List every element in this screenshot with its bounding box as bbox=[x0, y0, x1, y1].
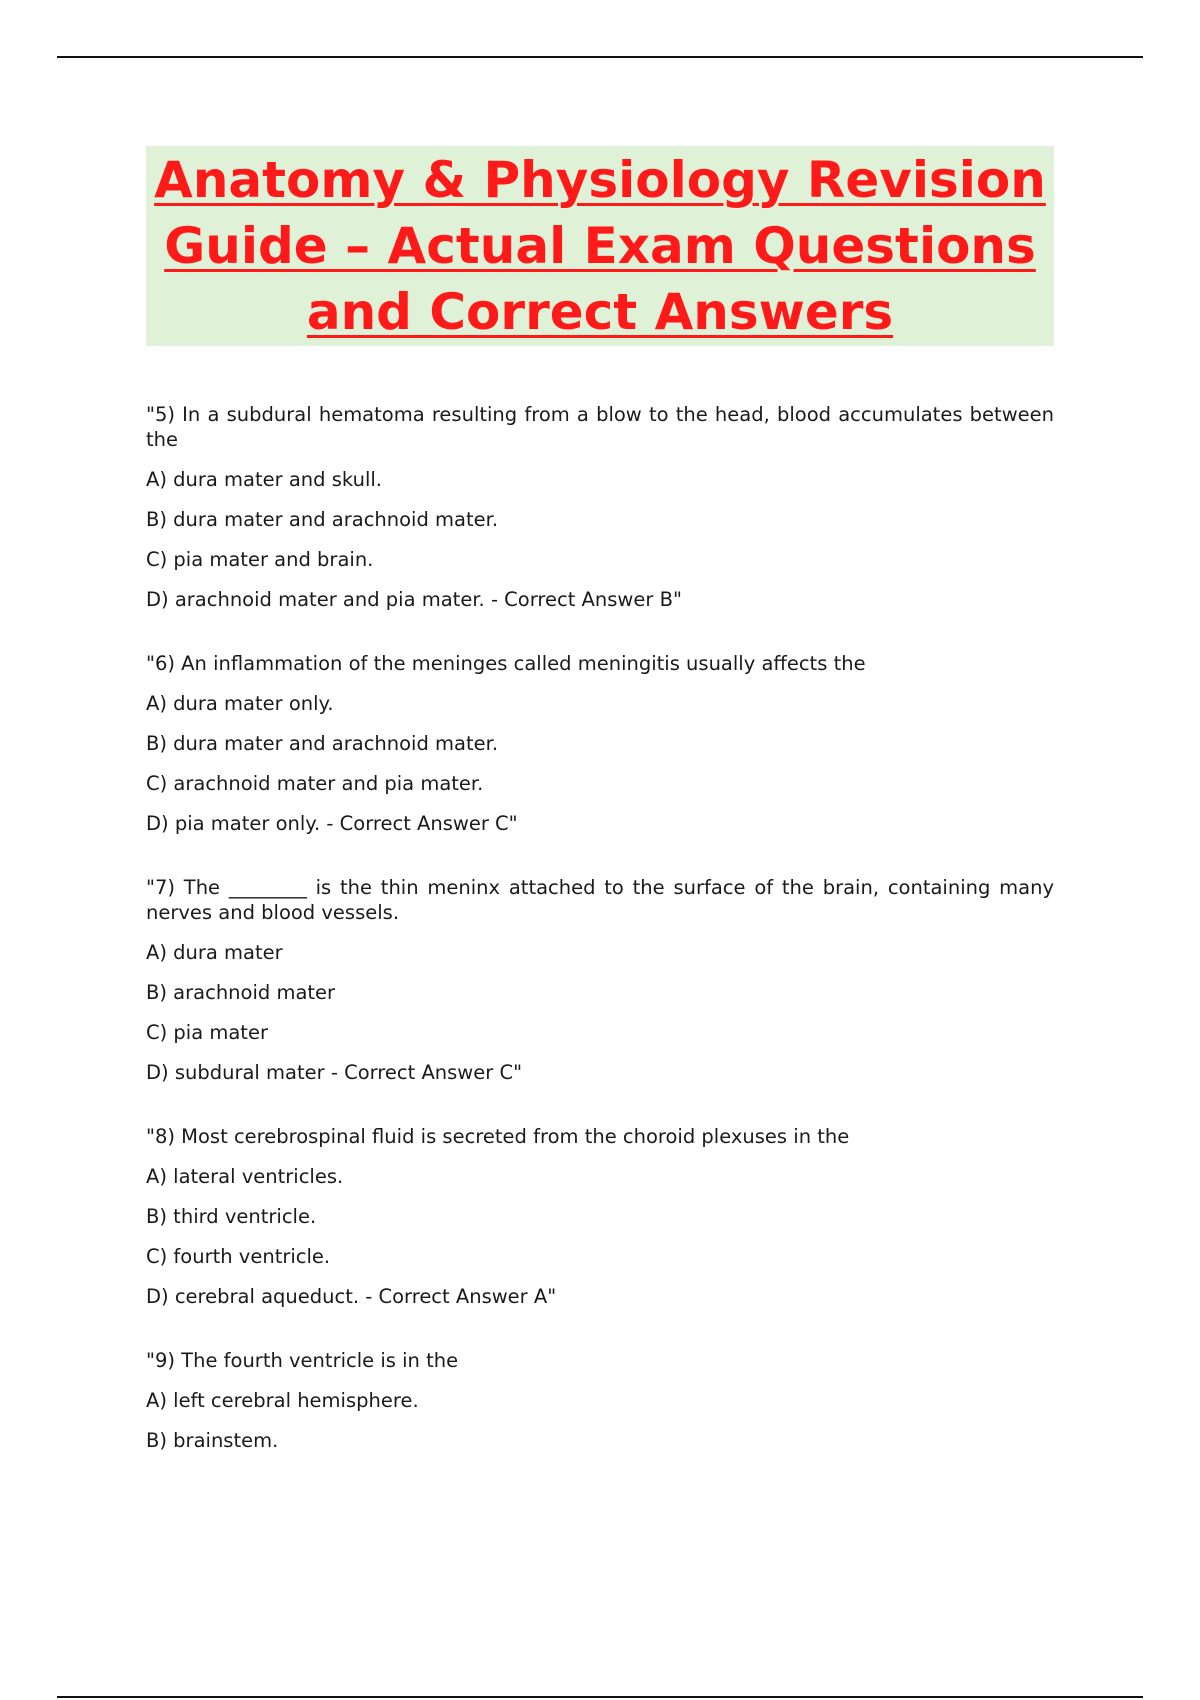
question-stem: "7) The ________ is the thin meninx attached to the surface of the brain, containing many nerves and blood vessels. bbox=[146, 876, 1054, 924]
question-7 bbox=[146, 875, 1054, 1085]
question-stem: "6) An inflammation of the meninges called meningitis usually affects the bbox=[146, 652, 866, 675]
answer-option: A) dura mater bbox=[146, 941, 283, 964]
question-list bbox=[146, 402, 1054, 1492]
bottom-rule bbox=[57, 1696, 1143, 1698]
answer-option: A) lateral ventricles. bbox=[146, 1165, 344, 1188]
question-6 bbox=[146, 651, 1054, 836]
question-stem: "9) The fourth ventricle is in the bbox=[146, 1349, 459, 1372]
answer-option: D) pia mater only. - Correct Answer C" bbox=[146, 812, 518, 835]
answer-option: C) arachnoid mater and pia mater. bbox=[146, 772, 484, 795]
answer-option: A) dura mater only. bbox=[146, 692, 334, 715]
question-stem: "5) In a subdural hematoma resulting from a blow to the head, blood accumulates between the bbox=[146, 403, 1054, 451]
answer-option: C) fourth ventricle. bbox=[146, 1245, 331, 1268]
question-9 bbox=[146, 1348, 1054, 1453]
answer-option: B) dura mater and arachnoid mater. bbox=[146, 508, 499, 531]
answer-option: D) cerebral aqueduct. - Correct Answer A" bbox=[146, 1285, 557, 1308]
document-title: Anatomy & Physiology Revision Guide – Actual Exam Questions and Correct Answers bbox=[154, 151, 1046, 341]
answer-option: B) dura mater and arachnoid mater. bbox=[146, 732, 499, 755]
top-rule bbox=[57, 56, 1143, 58]
answer-option: B) arachnoid mater bbox=[146, 981, 336, 1004]
answer-option: A) dura mater and skull. bbox=[146, 468, 382, 491]
answer-option: C) pia mater bbox=[146, 1021, 268, 1044]
answer-option: B) brainstem. bbox=[146, 1429, 279, 1452]
title-banner bbox=[146, 146, 1054, 346]
answer-option: D) subdural mater - Correct Answer C" bbox=[146, 1061, 523, 1084]
question-5 bbox=[146, 402, 1054, 612]
answer-option: B) third ventricle. bbox=[146, 1205, 317, 1228]
answer-option: C) pia mater and brain. bbox=[146, 548, 374, 571]
answer-option: D) arachnoid mater and pia mater. - Correct Answer B" bbox=[146, 588, 682, 611]
answer-option: A) left cerebral hemisphere. bbox=[146, 1389, 419, 1412]
question-8 bbox=[146, 1124, 1054, 1309]
question-stem: "8) Most cerebrospinal fluid is secreted from the choroid plexuses in the bbox=[146, 1125, 850, 1148]
